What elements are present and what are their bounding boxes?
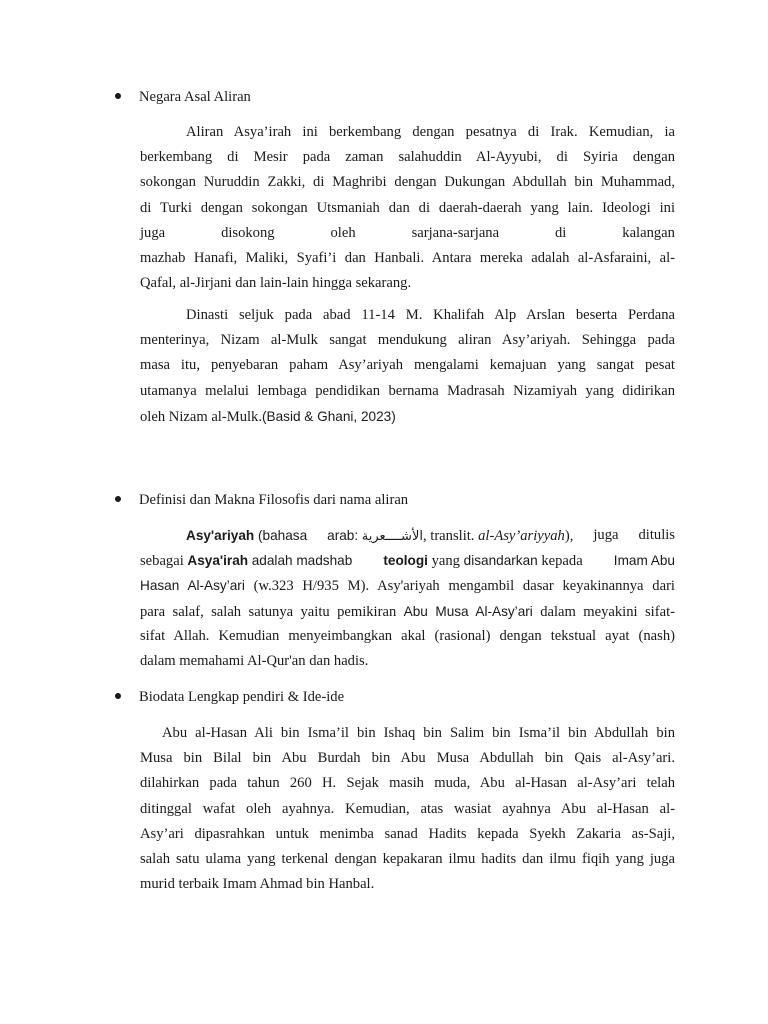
text-fragment: dalam meyakini sifat-: [532, 603, 675, 620]
text-line: dilahirkan pada tahun 260 H. Sejak masih muda, Abu al-Hasan al-Asy’ari telah: [140, 775, 675, 792]
document-page: Negara Asal Aliran Aliran Asya’irah ini berkembang dengan pesatnya di Irak. Kemudian, ia berkembang di Mesir pada zaman salahuddin Al-Ayyubi, di Syiria dengan sokongan Nuruddin Zakki, di Maghribi dengan Dukungan Abdullah bin Muhammad, di Turki dengan sokongan Utsmaniah dan di daerah-daerah yang lain. Ideologi ini juga disokong oleh sarjana-sarjana di kalangan mazhab Hanafi, Maliki, Syafi’i dan Hanbali. Antara mereka adalah al-Asfaraini, al- Qafal, al-Jirjani dan lain-lain hingga sekarang. Dinasti seljuk pada abad 11-14 M. Khalifah Alp Arslan beserta Perdana menterinya, Nizam al-Mulk sangat mendukung aliran Asy’ariyah. Sehingga pada masa itu, penyebaran paham Asy’ariyah mengalami kemajuan yang sangat pesat utamanya melalui lembaga pendidikan bernama Madrasah Nizamiyah yang didirikan oleh Nizam al-Mulk.(Basid & Ghani, 2023) Definisi dan Makna Filosofis dari nama aliran Asy'ariyah (bahasa arab: الأشــــعرية, translit. al-Asy’ariyyah), juga ditulis sebagai Asya'irah adalah madshab teologi yang disandarkan kepada Imam Abu Hasan Al-Asy’ari (w.323 H/935 M). Asy'ariyah mengambil dasar keyakinannya dari para salaf, salah satunya yaitu pemikiran Abu Musa Al-Asy’ari dalam meyakini sifat- sifat Allah. Kemudian menyeimbangkan akal (rasional) dengan tekstual ayat (nash) dalam memahami Al-Qur'an dan hadis. Biodata Lengkap pendiri & Ide-ide Abu al-Hasan Ali bin Isma’il bin Ishaq bin Salim bin Isma’il bin Abdullah bin Musa bin Bilal bin Abu Burdah bin Abu Musa Abdullah bin Qais al-Asy’ari. dilahirkan pada tahun 260 H. Sejak masih muda, Abu al-Hasan al-Asy’ari telah ditinggal wafat oleh ayahnya. Kemudian, atas wasiat ayahnya Abu al-Hasan al- Asy’ari dipasrahkan untuk menimba sanad Hadits kepada Syekh Zakaria as-Saji, salah satu ulama yang terkenal dengan kepakaran ilmu hadits dan ilmu fiqih yang juga murid terbaik Imam Ahmad bin Hanbal.: [0, 0, 768, 1024]
text-fragment: (bahasa: [254, 528, 308, 543]
text-fragment: disandarkan: [463, 553, 538, 569]
text-line: menterinya, Nizam al-Mulk sangat mendukung aliran Asy’ariyah. Sehingga pada: [140, 332, 675, 349]
text-fragment: kepada: [541, 553, 583, 570]
text-fragment: adalah madshab: [251, 553, 353, 569]
text-line: mazhab Hanafi, Maliki, Syafi’i dan Hanbali. Antara mereka adalah al-Asfaraini, al-: [140, 249, 675, 266]
paragraph-negara-asal-2: [140, 303, 675, 429]
text-line: berkembang di Mesir pada zaman salahuddin Al-Ayyubi, di Syiria dengan: [140, 149, 675, 166]
text-line: salah satu ulama yang terkenal dengan kepakaran ilmu hadits dan ilmu fiqih yang juga: [140, 850, 675, 867]
text-line: di Turki dengan sokongan Utsmaniah dan di daerah-daerah yang lain. Ideologi ini: [140, 199, 675, 216]
text-fragment: , translit.: [422, 528, 475, 544]
paragraph-negara-asal-1: [140, 120, 675, 296]
text-line: Dinasti seljuk pada abad 11-14 M. Khalifah Alp Arslan beserta Perdana: [186, 307, 675, 323]
text-word: sarjana-sarjana: [411, 224, 500, 241]
text-line: ditinggal wafat oleh ayahnya. Kemudian, atas wasiat ayahnya Abu al-Hasan al-: [140, 800, 675, 817]
text-line: Qafal, al-Jirjani dan lain-lain hingga sekarang.: [140, 275, 412, 292]
text-line: sokongan Nuruddin Zakki, di Maghribi dengan Dukungan Abdullah bin Muhammad,: [140, 174, 675, 191]
text-fragment: yang: [431, 553, 460, 570]
citation: (Basid & Ghani, 2023): [262, 408, 396, 424]
text-line: Asy’ari dipasrahkan untuk menimba sanad Hadits kepada Syekh Zakaria as-Saji,: [140, 825, 675, 842]
arabic-text: الأشــــعرية: [361, 529, 423, 544]
text-fragment: (w.323 H/935 M). Asy'ariyah mengambil dasar keyakinannya dari: [244, 578, 675, 595]
text-line: [140, 599, 675, 624]
text-group: [140, 548, 352, 573]
text-group: [383, 548, 582, 573]
text-line: utamanya melalui lembaga pendidikan bernama Madrasah Nizamiyah yang didirikan: [140, 382, 675, 399]
text-line-spread: [140, 221, 675, 246]
text-fragment: juga: [593, 527, 619, 543]
text-group: [327, 523, 573, 548]
text-fragment: oleh Nizam al-Mulk.: [140, 408, 262, 425]
text-group: [186, 523, 307, 548]
text-fragment: sebagai: [140, 553, 184, 570]
text-line: [140, 573, 675, 598]
paragraph-definisi: [140, 523, 675, 674]
text-line: masa itu, penyebaran paham Asy’ariyah mengalami kemajuan yang sangat pesat: [140, 357, 675, 374]
text-fragment: para salaf, salah satunya yaitu pemikiran: [140, 603, 397, 620]
text-line: murid terbaik Imam Ahmad bin Hanbal.: [140, 876, 375, 893]
text-word: juga: [140, 224, 166, 241]
transliteration: al-Asy’ariyyah: [478, 528, 565, 544]
text-line: sifat Allah. Kemudian menyeimbangkan akal (rasional) dengan tekstual ayat (nash): [140, 627, 675, 644]
text-word: kalangan: [622, 224, 675, 241]
paragraph-biodata: [140, 721, 675, 897]
term-bold: Asya'irah: [187, 553, 249, 569]
text-word: oleh: [330, 224, 356, 241]
bullet-icon: [115, 496, 121, 502]
text-fragment: ),: [564, 528, 574, 544]
term-bold: teologi: [383, 553, 428, 569]
text-line: [140, 523, 675, 548]
text-line: Abu al-Hasan Ali bin Isma’il bin Ishaq bin Salim bin Isma’il bin Abdullah bin: [162, 725, 675, 741]
text-word: di: [555, 224, 567, 241]
text-fragment: Hasan Al-Asy’ari: [140, 578, 245, 594]
bullet-icon: [115, 93, 121, 99]
text-fragment: Imam Abu: [613, 553, 675, 569]
text-fragment: ditulis: [638, 527, 675, 543]
text-line: dalam memahami Al-Qur'an dan hadis.: [140, 652, 369, 669]
text-word: disokong: [221, 224, 275, 241]
text-fragment: Abu Musa Al-Asy’ari: [403, 603, 533, 619]
bullet-icon: [115, 693, 121, 699]
text-line: Aliran Asya’irah ini berkembang dengan pesatnya di Irak. Kemudian, ia: [186, 124, 675, 140]
text-line: [140, 404, 675, 429]
text-fragment: arab:: [327, 528, 359, 543]
text-line: [140, 548, 675, 573]
text-line: Musa bin Bilal bin Abu Burdah bin Abu Musa Abdullah bin Qais al-Asy’ari.: [140, 750, 675, 767]
term-bold: Asy'ariyah: [186, 528, 255, 543]
